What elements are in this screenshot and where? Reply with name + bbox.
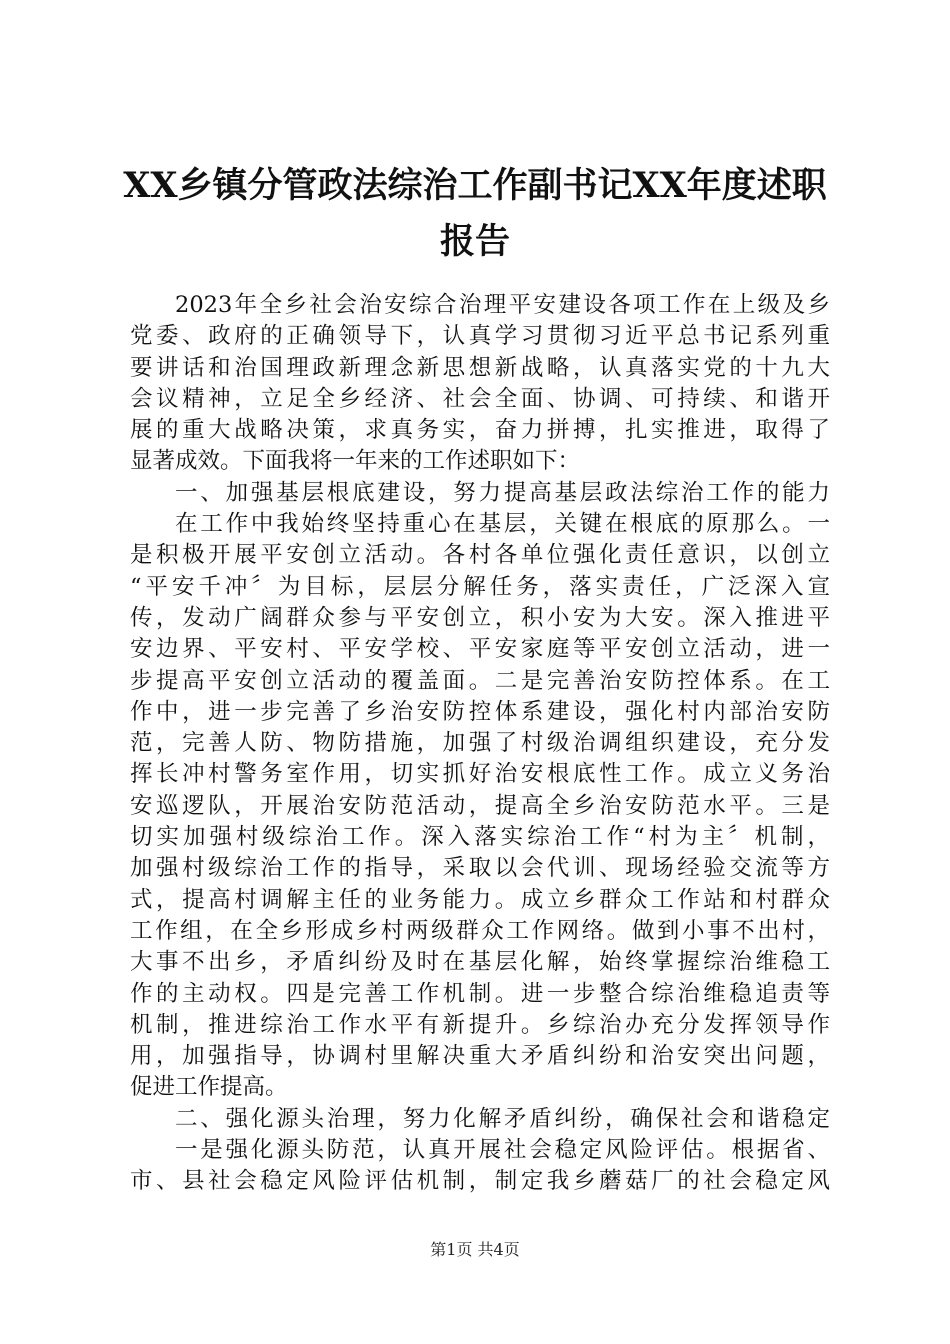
body-text-line: 作的主动权。四是完善工作机制。进一步整合综治维稳追责等	[130, 980, 830, 1007]
body-text-line: 在工作中我始终坚持重心在基层，关键在根底的原那么。一	[175, 511, 830, 538]
body-text-line: 党委、政府的正确领导下，认真学习贯彻习近平总书记系列重	[130, 323, 830, 350]
body-text-line: 式，提高村调解主任的业务能力。成立乡群众工作站和村群众	[130, 886, 830, 913]
body-text-line: “平安千冲〞为目标，层层分解任务，落实责任，广泛深入宣	[130, 573, 830, 600]
body-text-line: 展的重大战略决策，求真务实，奋力拼搏，扎实推进，取得了	[130, 417, 830, 444]
document-body	[130, 290, 830, 1198]
body-text-line: 安巡逻队，开展治安防范活动，提高全乡治安防范水平。三是	[130, 792, 830, 819]
body-text-line: 一、加强基层根底建设，努力提高基层政法综治工作的能力	[175, 479, 830, 506]
body-text-line: 加强村级综治工作的指导，采取以会代训、现场经验交流等方	[130, 855, 830, 882]
body-text-line: 是积极开展平安创立活动。各村各单位强化责任意识，以创立	[130, 542, 830, 569]
body-text-line: 大事不出乡，矛盾纠纷及时在基层化解，始终掌握综治维稳工	[130, 949, 830, 976]
document-title-line-1: XX乡镇分管政法综治工作副书记XX年度述职	[123, 165, 827, 206]
body-text-line: 安边界、平安村、平安学校、平安家庭等平安创立活动，进一	[130, 636, 830, 663]
body-text-line: 切实加强村级综治工作。深入落实综治工作“村为主〞机制，	[130, 824, 830, 851]
body-text-line: 用，加强指导，协调村里解决重大矛盾纠纷和治安突出问题，	[130, 1043, 830, 1070]
body-text-line: 会议精神，立足全乡经济、社会全面、协调、可持续、和谐开	[130, 385, 830, 412]
body-text-line: 显著成效。下面我将一年来的工作述职如下：	[130, 448, 581, 475]
body-text-line: 二、强化源头治理，努力化解矛盾纠纷，确保社会和谐稳定	[175, 1105, 830, 1132]
body-text-line: 要讲话和治国理政新理念新思想新战略，认真落实党的十九大	[130, 354, 830, 381]
body-text-line: 范，完善人防、物防措施，加强了村级治调组织建设，充分发	[130, 730, 830, 757]
body-text-line: 一是强化源头防范，认真开展社会稳定风险评估。根据省、	[175, 1137, 830, 1164]
page-footer: 第1页 共4页	[430, 1240, 520, 1259]
body-text-line: 作中，进一步完善了乡治安防控体系建设，强化村内部治安防	[130, 698, 830, 725]
body-text-line: 市、县社会稳定风险评估机制，制定我乡蘑菇厂的社会稳定风	[130, 1168, 830, 1195]
body-text-line: 机制，推进综治工作水平有新提升。乡综治办充分发挥领导作	[130, 1011, 830, 1038]
body-text-line: 传，发动广阔群众参与平安创立，积小安为大安。深入推进平	[130, 604, 830, 631]
body-text-line: 挥长冲村警务室作用，切实抓好治安根底性工作。成立义务治	[130, 761, 830, 788]
body-text-line: 步提高平安创立活动的覆盖面。二是完善治安防控体系。在工	[130, 667, 830, 694]
document-title-line-2: 报告	[439, 221, 510, 262]
body-text-line: 2023年全乡社会治安综合治理平安建设各项工作在上级及乡	[175, 292, 830, 318]
body-text-line: 工作组，在全乡形成乡村两级群众工作网络。做到小事不出村，	[130, 917, 830, 944]
body-text-line: 促进工作提高。	[130, 1074, 288, 1101]
